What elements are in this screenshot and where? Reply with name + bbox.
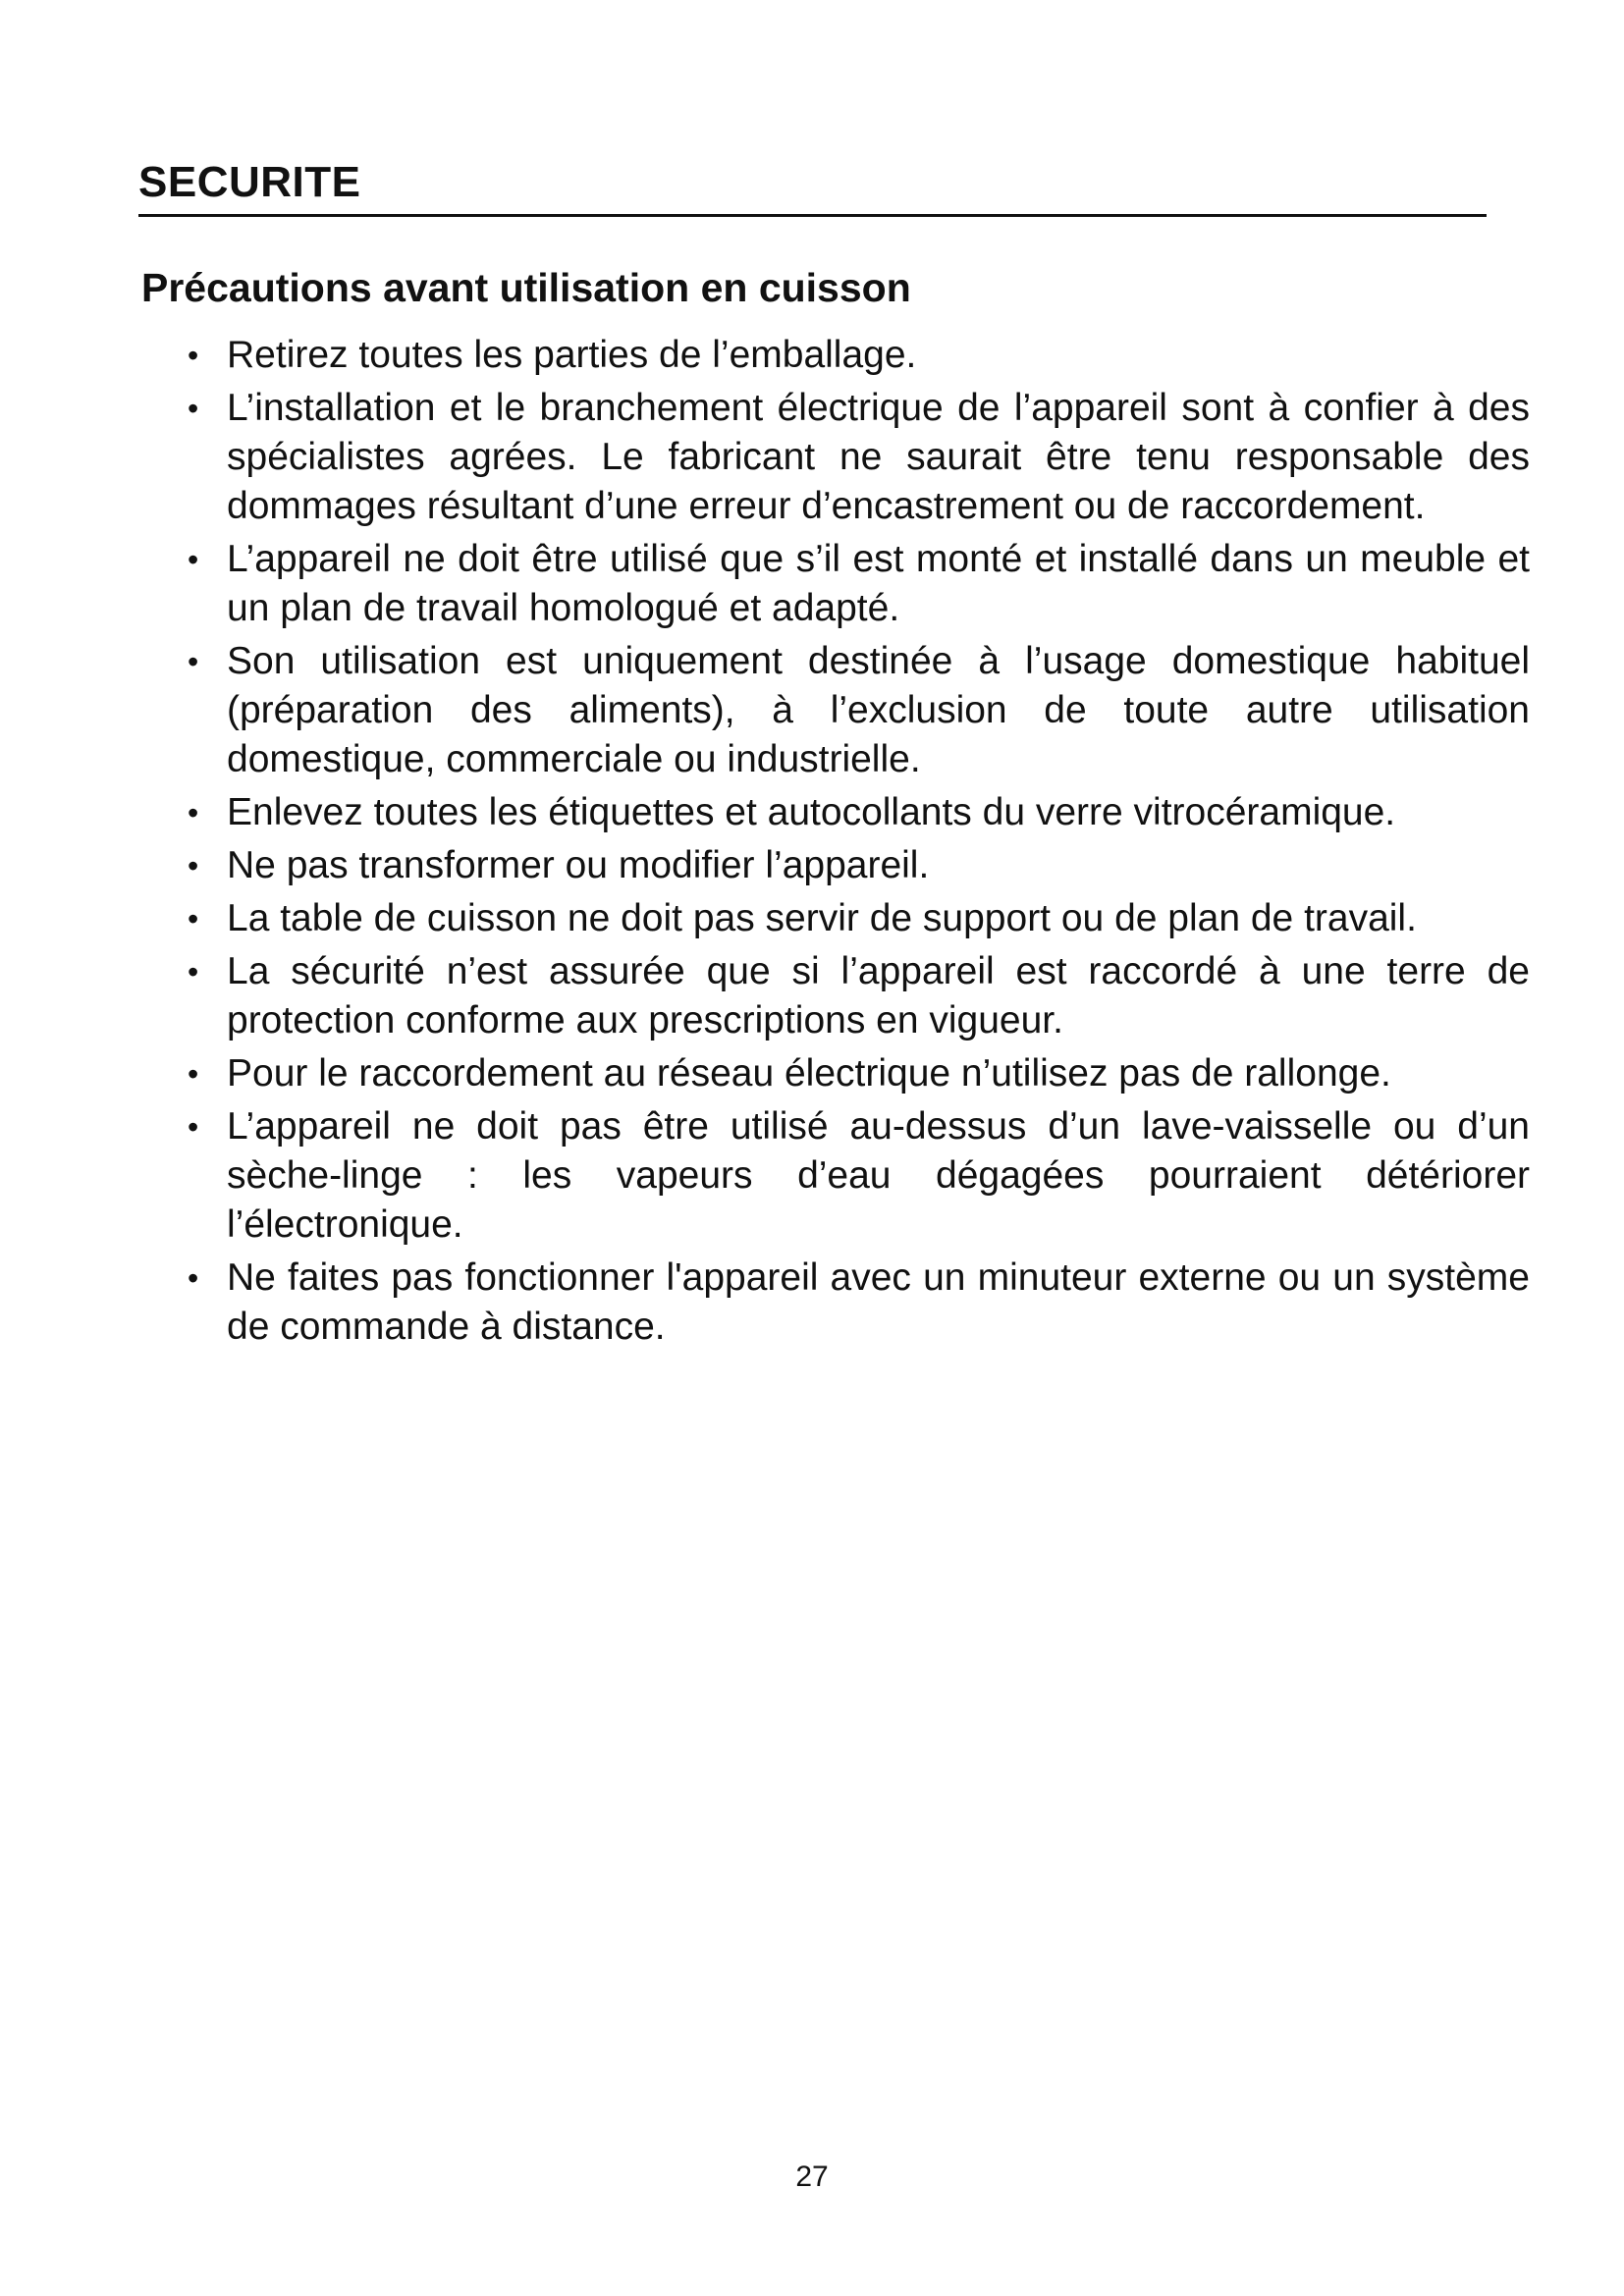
list-item (185, 637, 1530, 784)
list-item-text: L’appareil ne doit pas être utilisé au-dessus d’un lave-vaisselle ou d’un sèche-linge : les vapeurs d’eau dégagées pourraient détériorer l’électronique. (227, 1105, 1530, 1246)
safety-precautions-list (185, 331, 1530, 1356)
bullet-icon: • (188, 391, 199, 426)
list-item-text: Ne pas transformer ou modifier l’appareil. (227, 844, 930, 886)
list-item-text: La table de cuisson ne doit pas servir de support ou de plan de travail. (227, 897, 1417, 939)
list-item-text: Enlevez toutes les étiquettes et autocollants du verre vitrocéramique. (227, 791, 1396, 833)
bullet-icon: • (188, 901, 199, 936)
page-number: 27 (795, 2161, 829, 2193)
list-item (185, 384, 1530, 531)
bullet-icon: • (188, 1109, 199, 1145)
bullet-icon: • (188, 542, 199, 577)
list-item-text: Retirez toutes les parties de l’emballage. (227, 334, 917, 376)
page-header (138, 157, 1487, 217)
list-item-text: L’appareil ne doit être utilisé que s’il est monté et installé dans un meuble et un plan de travail homologué et adapté. (227, 538, 1530, 629)
page-title: SECURITE (138, 158, 361, 206)
list-item-text: L’installation et le branchement électrique de l’appareil sont à confier à des spécialistes agrées. Le fabricant ne saurait être tenu responsable des dommages résultant d’une erreur d’encastrement ou de raccordement. (227, 387, 1530, 527)
list-item (185, 1102, 1530, 1250)
list-item (185, 1254, 1530, 1352)
list-item-text: La sécurité n’est assurée que si l’appareil est raccordé à une terre de protection conforme aux prescriptions en vigueur. (227, 950, 1530, 1041)
bullet-icon: • (188, 644, 199, 679)
list-item-text: Son utilisation est uniquement destinée à l’usage domestique habituel (préparation des aliments), à l’exclusion de toute autre utilisation domestique, commerciale ou industrielle. (227, 640, 1530, 780)
section-title: Précautions avant utilisation en cuisson (141, 265, 911, 310)
list-item-text: Pour le raccordement au réseau électrique n’utilisez pas de rallonge. (227, 1052, 1391, 1095)
list-item (185, 1049, 1530, 1098)
bullet-icon: • (188, 1260, 199, 1296)
list-item (185, 535, 1530, 633)
bullet-icon: • (188, 795, 199, 830)
list-item (185, 788, 1530, 837)
list-item (185, 841, 1530, 890)
bullet-icon: • (188, 1056, 199, 1092)
list-item (185, 947, 1530, 1045)
bullet-icon: • (188, 338, 199, 373)
list-item (185, 331, 1530, 380)
list-item-text: Ne faites pas fonctionner l'appareil avec un minuteur externe ou un système de commande à distance. (227, 1256, 1530, 1348)
list-item (185, 894, 1530, 943)
bullet-icon: • (188, 954, 199, 989)
bullet-icon: • (188, 848, 199, 883)
